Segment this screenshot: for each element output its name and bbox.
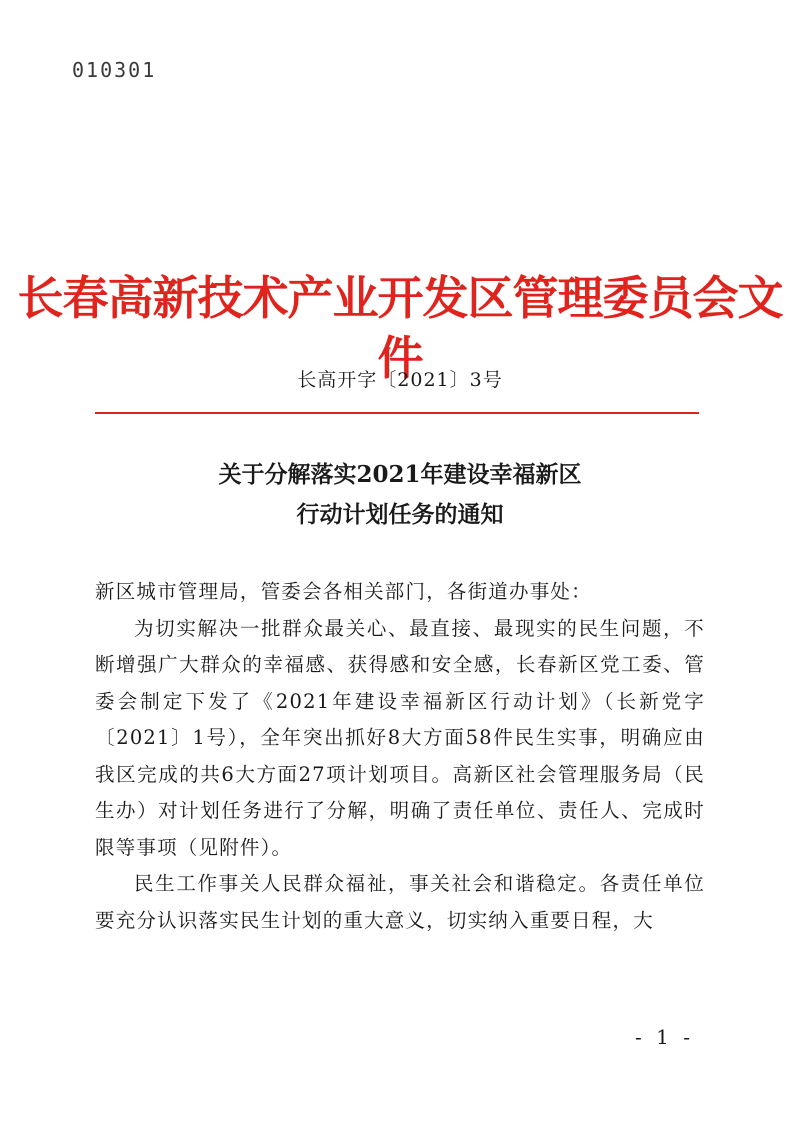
- recipients-line: 新区城市管理局，管委会各相关部门，各街道办事处：: [95, 580, 592, 603]
- body-paragraph-1: 为切实解决一批群众最关心、最直接、最现实的民生问题，不断增强广大群众的幸福感、获得感和安全感，长春新区党工委、管委会制定下发了《2021年建设幸福新区行动计划》（长新党字〔2021〕1号），全年突出抓好8大方面58件民生实事，明确应由我区完成的共6大方面27项计划项目。高新区社会管理服务局（民生办）对计划任务进行了分解，明确了责任单位、责任人、完成时限等事项（见附件）。: [95, 616, 705, 859]
- issuing-authority-title: 长春高新技术产业开发区管理委员会文件: [17, 271, 783, 385]
- notice-title: [0, 455, 800, 535]
- document-number: 长高开字〔2021〕3号: [297, 369, 503, 391]
- body-paragraph-2: 民生工作事关人民群众福祉，事关社会和谐稳定。各责任单位要充分认识落实民生计划的重大意义，切实纳入重要日程，大: [95, 872, 705, 932]
- notice-title-line-1: 关于分解落实2021年建设幸福新区: [218, 461, 582, 488]
- document-body: [95, 574, 705, 939]
- serial-number: 010301: [72, 58, 157, 82]
- notice-title-line-2: 行动计划任务的通知: [296, 501, 504, 528]
- page-number: - 1 -: [635, 1025, 694, 1049]
- red-divider-line: [95, 412, 699, 414]
